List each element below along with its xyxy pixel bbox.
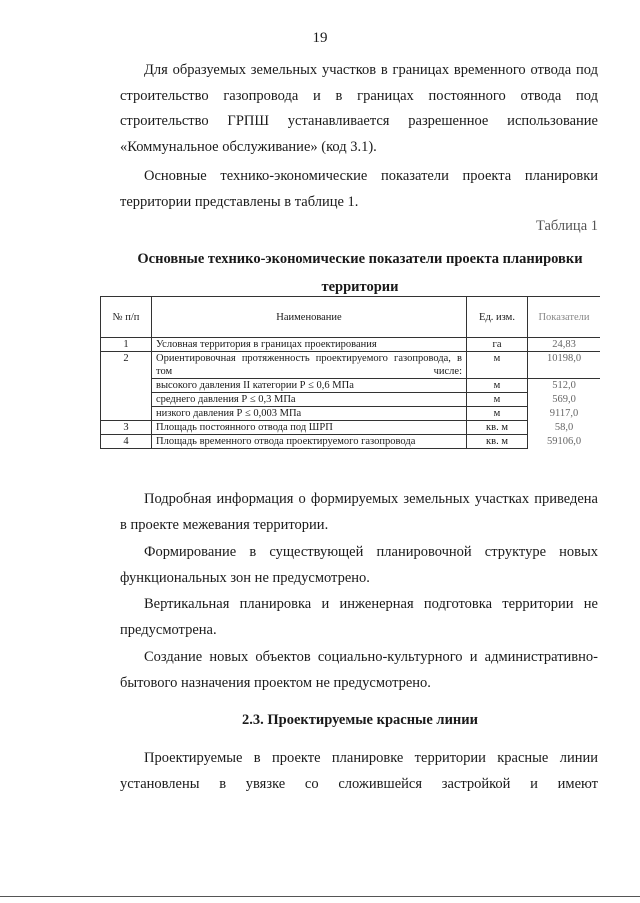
paragraph-vertical-planning: Вертикальная планировка и инженерная подготовка территории не предусмотрена.	[120, 596, 598, 638]
row-name: Площадь постоянного отвода под ШРП	[152, 421, 467, 435]
row-number: 4	[101, 435, 152, 449]
row-value: 9117,0	[549, 407, 579, 419]
row-value: 58,0	[554, 421, 574, 433]
row-value: 59106,0	[546, 435, 582, 447]
row-unit: м	[467, 352, 528, 379]
row-name	[152, 352, 467, 379]
row-name: низкого давления Р ≤ 0,003 МПа	[152, 407, 467, 421]
row-unit: кв. м	[467, 435, 528, 449]
table-row	[101, 338, 601, 352]
row-number: 2	[101, 352, 152, 421]
page-bottom-rule	[0, 896, 640, 897]
row-value: 24,83	[528, 338, 601, 352]
header-number: № п/п	[101, 297, 152, 338]
row-number: 1	[101, 338, 152, 352]
section-heading: 2.3. Проектируемые красные линии	[241, 712, 478, 728]
page-number: 19	[312, 30, 328, 46]
table-label: Таблица 1	[535, 218, 598, 234]
table-title: Основные технико-экономические показатели проекта планировки территории	[137, 251, 583, 295]
table-row	[101, 435, 601, 449]
header-value: Показатели	[528, 297, 601, 338]
row-name-text: Ориентировочная протяженность проектируемого газопровода, в том числе:	[156, 353, 462, 377]
table-header-row	[101, 297, 601, 338]
row-value: 569,0	[552, 393, 576, 405]
row-unit: м	[467, 393, 528, 407]
indicators-table	[100, 296, 600, 449]
row-unit: м	[467, 379, 528, 393]
row-name: Площадь временного отвода проектируемого газопровода	[152, 435, 467, 449]
row-unit: кв. м	[467, 421, 528, 435]
paragraph-land-plots: Подробная информация о формируемых земельных участках приведена в проекте межевания территории.	[120, 491, 598, 533]
paragraph-new-objects: Создание новых объектов социально-культурного и административно-бытового назначения проектом не предусмотрено.	[120, 649, 598, 691]
row-name: Условная территория в границах проектирования	[152, 338, 467, 352]
table-row	[101, 421, 601, 435]
table-row	[101, 393, 601, 407]
table-row	[101, 352, 601, 379]
paragraph-land-use: Для образуемых земельных участков в границах временного отвода под строительство газопровода и в границах постоянного отвода под строительство ГРПШ устанавливается разрешенное использование «Коммунальное обслуживание» (код 3.1).	[120, 62, 598, 155]
row-unit: м	[467, 407, 528, 421]
row-name: высокого давления II категории Р ≤ 0,6 МПа	[152, 379, 467, 393]
row-name: среднего давления Р ≤ 0,3 МПа	[152, 393, 467, 407]
table-row	[101, 379, 601, 393]
row-number: 3	[101, 421, 152, 435]
header-unit: Ед. изм.	[467, 297, 528, 338]
row-value: 512,0	[552, 380, 576, 391]
table-row	[101, 407, 601, 421]
header-name: Наименование	[152, 297, 467, 338]
row-value: 10198,0	[528, 352, 601, 379]
paragraph-indicators-intro: Основные технико-экономические показатели проекта планировки территории представлены в таблице 1.	[120, 168, 598, 210]
row-unit: га	[467, 338, 528, 352]
paragraph-red-lines: Проектируемые в проекте планировке территории красные линии установлены в увязке со сложившейся застройкой и имеют	[120, 750, 598, 792]
paragraph-functional-zones: Формирование в существующей планировочной структуре новых функциональных зон не предусмотрено.	[120, 544, 598, 586]
